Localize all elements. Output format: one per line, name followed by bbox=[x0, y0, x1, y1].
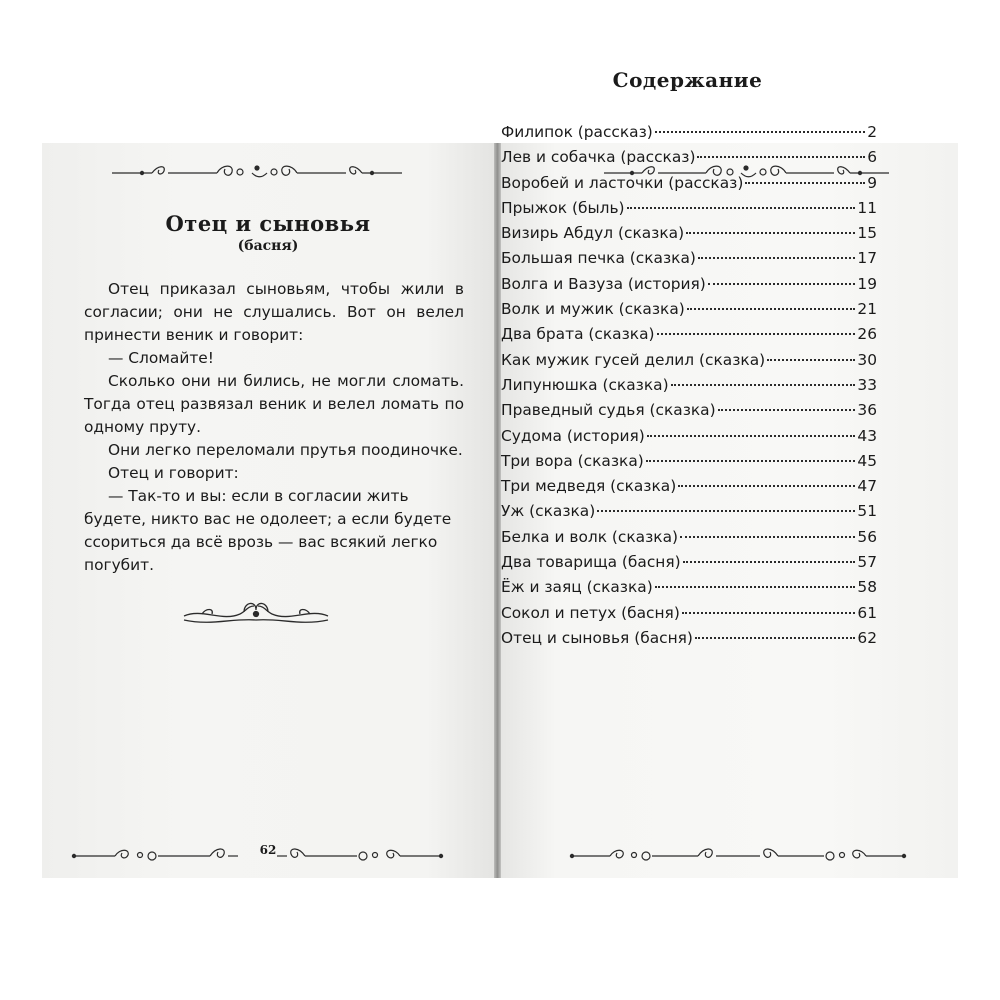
toc-entry-page: 11 bbox=[857, 198, 877, 217]
story-paragraph: Отец и говорит: bbox=[108, 464, 239, 482]
toc-entry-title: Как мужик гусей делил (сказка) bbox=[501, 350, 766, 369]
toc-entry-title: Филипок (рассказ) bbox=[501, 123, 653, 141]
toc-entry-page: 15 bbox=[857, 224, 877, 243]
toc-leader-dots bbox=[680, 536, 855, 538]
toc-leader-dots bbox=[695, 637, 855, 639]
toc-leader-dots bbox=[655, 131, 865, 133]
story-paragraph: Отец приказал сыновьям, чтобы жили в согласии; они не слушались. Вот он велел принести веник и говорит: bbox=[84, 280, 464, 344]
toc-entry-title: Судома (история) bbox=[501, 426, 645, 445]
toc-leader-dots bbox=[687, 308, 856, 310]
toc-entry-title: Праведный судья (сказка) bbox=[501, 401, 716, 420]
flourish-divider-icon bbox=[568, 843, 908, 865]
toc-entry[interactable] bbox=[501, 575, 877, 600]
toc-entry-title: Белка и волк (сказка) bbox=[501, 527, 678, 546]
toc-leader-dots bbox=[657, 333, 856, 335]
toc-entry[interactable] bbox=[501, 120, 877, 145]
toc-entry-page: 56 bbox=[857, 527, 877, 546]
toc-leader-dots bbox=[745, 182, 865, 184]
toc-leader-dots bbox=[718, 409, 856, 411]
toc-entry-title: Лев и собачка (рассказ) bbox=[501, 148, 696, 167]
toc-entry[interactable] bbox=[501, 373, 877, 398]
toc-leader-dots bbox=[678, 485, 855, 487]
story-body bbox=[84, 278, 464, 577]
toc-entry-page: 45 bbox=[857, 451, 877, 470]
toc-leader-dots bbox=[767, 359, 855, 361]
toc-entry-page: 36 bbox=[857, 401, 877, 420]
toc-entry[interactable] bbox=[501, 550, 877, 575]
story-title: Отец и сыновья bbox=[165, 211, 371, 236]
toc-leader-dots bbox=[655, 586, 856, 588]
toc-entry-page: 33 bbox=[857, 375, 877, 394]
toc-entry[interactable] bbox=[501, 398, 877, 423]
toc-entry[interactable] bbox=[501, 601, 877, 626]
toc-leader-dots bbox=[698, 257, 856, 259]
toc-entry[interactable] bbox=[501, 525, 877, 550]
toc-entry[interactable] bbox=[501, 626, 877, 651]
toc-entry-title: Волга и Вазуза (история) bbox=[501, 274, 706, 293]
toc-leader-dots bbox=[697, 156, 865, 158]
toc-entry-page: 17 bbox=[857, 249, 877, 268]
story-paragraph: — Сломайте! bbox=[108, 349, 214, 367]
toc-entry-page: 2 bbox=[867, 123, 877, 141]
toc-entry-page: 61 bbox=[857, 603, 877, 622]
toc-entry[interactable] bbox=[501, 246, 877, 271]
toc-entry-title: Ёж и заяц (сказка) bbox=[501, 578, 653, 597]
toc-entry[interactable] bbox=[501, 348, 877, 373]
toc-entry[interactable] bbox=[501, 221, 877, 246]
story-paragraph: — Так-то и вы: если в согласии жить будете, никто вас не одолеет; а если будете ссориться да всё врозь — вас всякий легко погубит. bbox=[84, 487, 452, 574]
toc-entry-title: Большая печка (сказка) bbox=[501, 249, 696, 268]
book-gutter bbox=[494, 143, 501, 878]
toc-leader-dots bbox=[647, 435, 856, 437]
toc-entry-title: Отец и сыновья (басня) bbox=[501, 628, 693, 647]
table-of-contents bbox=[501, 120, 877, 651]
toc-entry-title: Липунюшка (сказка) bbox=[501, 375, 669, 394]
toc-entry-page: 47 bbox=[857, 477, 877, 496]
toc-leader-dots bbox=[646, 460, 856, 462]
story-subtitle: (басня) bbox=[237, 238, 299, 254]
toc-entry-title: Уж (сказка) bbox=[501, 502, 596, 521]
toc-leader-dots bbox=[708, 283, 856, 285]
toc-entry-title: Три вора (сказка) bbox=[501, 451, 644, 470]
toc-entry-page: 30 bbox=[857, 350, 877, 369]
toc-entry-page: 58 bbox=[857, 578, 877, 597]
toc-entry[interactable] bbox=[501, 474, 877, 499]
toc-entry-page: 62 bbox=[857, 628, 877, 647]
toc-leader-dots bbox=[671, 384, 856, 386]
story-paragraph: Они легко переломали прутья поодиночке. bbox=[108, 441, 463, 459]
toc-entry-page: 57 bbox=[857, 553, 877, 572]
toc-entry[interactable] bbox=[501, 272, 877, 297]
left-page-content bbox=[42, 143, 494, 878]
toc-entry[interactable] bbox=[501, 297, 877, 322]
toc-leader-dots bbox=[627, 207, 856, 209]
toc-entry-page: 43 bbox=[857, 426, 877, 445]
toc-entry[interactable] bbox=[501, 145, 877, 170]
toc-entry-page: 26 bbox=[857, 325, 877, 344]
toc-entry-title: Три медведя (сказка) bbox=[501, 477, 677, 496]
toc-leader-dots bbox=[683, 561, 856, 563]
toc-leader-dots bbox=[597, 510, 855, 512]
toc-entry-title: Визирь Абдул (сказка) bbox=[501, 224, 685, 243]
toc-entry[interactable] bbox=[501, 449, 877, 474]
toc-entry-title: Воробей и ласточки (рассказ) bbox=[501, 173, 744, 192]
toc-entry-page: 9 bbox=[867, 173, 877, 192]
toc-leader-dots bbox=[686, 232, 855, 234]
toc-entry-page: 19 bbox=[857, 274, 877, 293]
toc-entry-title: Два товарища (басня) bbox=[501, 553, 681, 572]
toc-leader-dots bbox=[682, 612, 856, 614]
page-number: 62 bbox=[259, 843, 277, 857]
toc-entry-title: Волк и мужик (сказка) bbox=[501, 300, 685, 319]
toc-entry[interactable] bbox=[501, 424, 877, 449]
toc-entry-title: Два брата (сказка) bbox=[501, 325, 655, 344]
toc-entry[interactable] bbox=[501, 322, 877, 347]
toc-entry[interactable] bbox=[501, 196, 877, 221]
story-paragraph: Сколько они ни бились, не могли сломать. Тогда отец развязал веник и велел ломать по одному пруту. bbox=[84, 372, 464, 436]
toc-entry-page: 21 bbox=[857, 300, 877, 319]
toc-entry-page: 6 bbox=[867, 148, 877, 167]
toc-entry-page: 51 bbox=[857, 502, 877, 521]
toc-entry-title: Сокол и петух (басня) bbox=[501, 603, 680, 622]
toc-entry[interactable] bbox=[501, 499, 877, 524]
toc-entry-title: Прыжок (быль) bbox=[501, 198, 625, 217]
toc-title: Содержание bbox=[612, 68, 763, 92]
toc-entry[interactable] bbox=[501, 171, 877, 196]
